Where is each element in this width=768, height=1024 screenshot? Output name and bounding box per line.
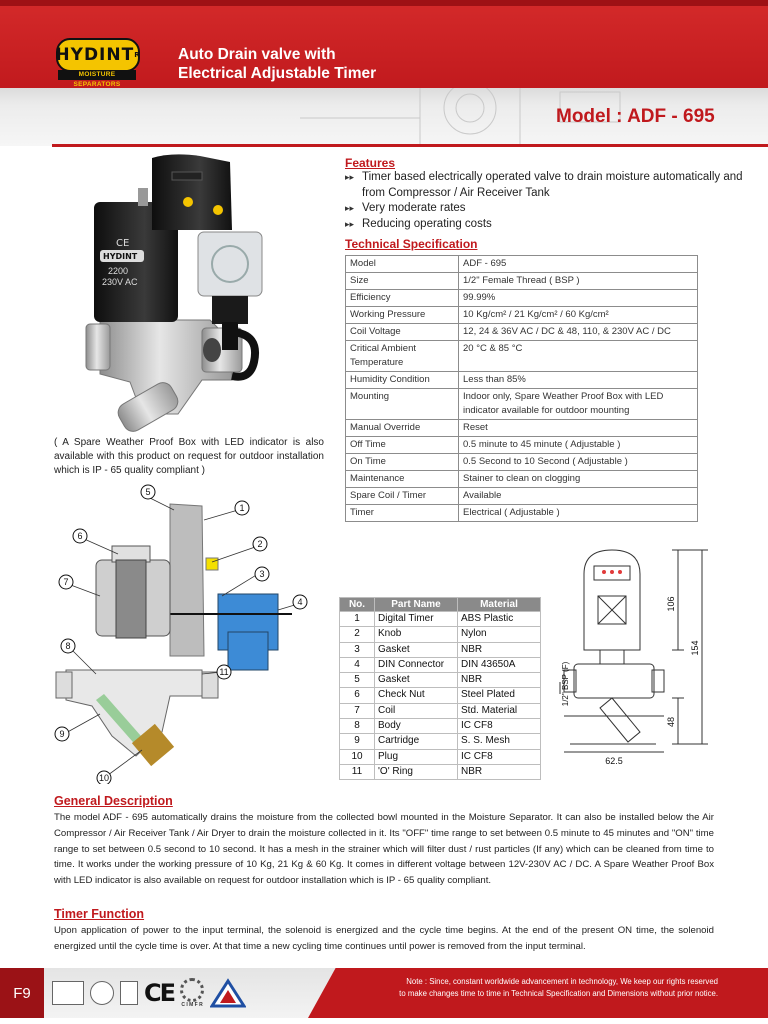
table-row: Critical Ambient Temperature 20 °C & 85 °C — [346, 341, 698, 372]
model-label: Model : ADF - 695 — [556, 106, 715, 127]
callout-7: 7 — [63, 577, 69, 587]
callout-9: 9 — [59, 729, 65, 739]
bullet-icon: ▸▸ — [345, 218, 355, 229]
table-row: 10 Plug IC CF8 — [340, 749, 541, 764]
parts-table — [339, 597, 541, 780]
table-row: 1 Digital Timer ABS Plastic — [340, 612, 541, 627]
general-description — [54, 794, 714, 889]
svg-text:2200: 2200 — [108, 266, 129, 276]
list-item: ▸▸ Timer based electrically operated valve to drain moisture automatically and from Compressor / Air Receiver Tank — [345, 171, 743, 199]
iso-cert-icon — [52, 981, 84, 1005]
table-row: 11 'O' Ring NBR — [340, 764, 541, 779]
table-row: Maintenance Stainer to clean on clogging — [346, 471, 698, 488]
table-row: Working Pressure 10 Kg/cm² / 21 Kg/cm² / 60 Kg/cm² — [346, 307, 698, 324]
table-row: Model ADF - 695 — [346, 256, 698, 273]
brand-tagline: MOISTURE SEPARATORS — [58, 70, 136, 80]
bullet-icon: ▸▸ — [345, 172, 355, 182]
list-item: ▸▸ Very moderate rates — [345, 201, 745, 217]
dim-106: 106 — [666, 596, 676, 612]
table-row: Spare Coil / Timer Available — [346, 488, 698, 505]
timer-function — [54, 907, 714, 955]
features-heading: Features — [345, 156, 396, 170]
timer-text: Upon application of power to the input terminal, the solenoid is energized and the cycle time begins. At the end of the present ON time, the solenoid energized until the cycle time is over. At that time a new cycling time continues until power is removed from the input terminal. — [54, 925, 714, 952]
table-row: 6 Check Nut Steel Plated — [340, 688, 541, 703]
table-row: 5 Gasket NBR — [340, 673, 541, 688]
table-row: Timer Electrical ( Adjustable ) — [346, 505, 698, 522]
svg-text:230V AC: 230V AC — [102, 277, 138, 287]
features-section — [345, 156, 745, 232]
bullet-icon: ▸▸ — [345, 203, 355, 213]
product-photo — [82, 152, 322, 434]
table-row: Off Time 0.5 minute to 45 minute ( Adjustable ) — [346, 437, 698, 454]
features-list — [345, 170, 745, 232]
callout-10: 10 — [98, 773, 110, 783]
page-title: Auto Drain valve with Electrical Adjustable Timer — [178, 46, 377, 82]
table-row: Efficiency 99.99% — [346, 290, 698, 307]
exploded-diagram — [52, 484, 322, 784]
dim-port: 1/2" BSP (F) — [561, 661, 570, 707]
seal-icon — [90, 981, 114, 1005]
table-row: Manual Override Reset — [346, 420, 698, 437]
footer-note: Note : Since, constant worldwide advancement in technology, We keep our rights reserved to make changes time to time in Technical Specification and Dimensions without prior notice. — [399, 977, 718, 998]
certification-logos — [52, 972, 282, 1014]
table-row: 3 Gasket NBR — [340, 642, 541, 657]
dimension-drawing — [556, 544, 726, 774]
svg-text:HYDINT: HYDINT — [103, 252, 138, 261]
callout-11: 11 — [219, 667, 229, 677]
table-row: Humidity Condition Less than 85% — [346, 372, 698, 389]
triangle-cert-icon — [210, 978, 246, 1008]
general-text: The model ADF - 695 automatically drains the moisture from the collected bowl mounted in the Moisture Separator. It can also be installed below the Air Compressor / Air Receiver Tank / Air Dryer to drain the moisture collected in it. Its "OFF" time range to set between 0.5 minute to 45 minutes and "ON" time range to set between 0.5 second to 10 second. It has a mesh in the strainer which will filter dust / rust particles (If any) which can be cleaned from time to time. It works under the working pressure of 10 Kg, 21 Kg & 60 Kg. It comes in different voltage between 12V-230V AC / DC. A Spare Weather Proof Box with LED indicator is also available on request for outdoor installation which is IP - 65 quality compliant. — [54, 812, 714, 887]
dim-48: 48 — [666, 716, 676, 728]
general-heading: General Description — [54, 794, 173, 808]
table-row: Size 1/2" Female Thread ( BSP ) — [346, 273, 698, 290]
timer-heading: Timer Function — [54, 907, 145, 921]
callout-6: 6 — [77, 531, 83, 541]
table-row: 8 Body IC CF8 — [340, 719, 541, 734]
dim-62-5: 62.5 — [605, 756, 623, 766]
callout-3: 3 — [259, 569, 265, 579]
table-row: 7 Coil Std. Material — [340, 703, 541, 718]
brand-logo: HYDINT R MOISTURE SEPARATORS — [56, 38, 138, 82]
callout-1: 1 — [239, 503, 245, 513]
table-row: 9 Cartridge S. S. Mesh — [340, 734, 541, 749]
table-row: 4 DIN Connector DIN 43650A — [340, 657, 541, 672]
tech-spec-table — [345, 255, 698, 522]
callout-5: 5 — [145, 487, 151, 497]
table-row: Mounting Indoor only, Spare Weather Proof Box with LED indicator available for outdoor mounting — [346, 389, 698, 420]
weatherproof-caption: ( A Spare Weather Proof Box with LED indicator is also available with this product on request for outdoor installation which is IP - 65 quality compliant ) — [54, 437, 324, 476]
page-number: F9 — [0, 968, 44, 1018]
table-row: Coil Voltage 12, 24 & 36V AC / DC & 48, 110, & 230V AC / DC — [346, 324, 698, 341]
callout-8: 8 — [65, 641, 71, 651]
svg-text:CE: CE — [116, 238, 130, 249]
footer — [0, 962, 768, 1024]
callout-4: 4 — [297, 597, 303, 607]
tech-spec-heading: Technical Specification — [345, 237, 478, 251]
table-row: On Time 0.5 Second to 10 Second ( Adjustable ) — [346, 454, 698, 471]
list-item: ▸▸ Reducing operating costs — [345, 217, 745, 233]
dim-154: 154 — [690, 640, 700, 656]
callout-2: 2 — [257, 539, 263, 549]
header-divider — [52, 144, 768, 147]
cert-badge-icon — [120, 981, 138, 1005]
ce-mark-icon: CE — [144, 979, 175, 1007]
table-row: 2 Knob Nylon — [340, 627, 541, 642]
table-header-row: No. Part Name Material — [340, 598, 541, 612]
cimfr-logo-icon: C I M F R — [180, 978, 204, 1008]
